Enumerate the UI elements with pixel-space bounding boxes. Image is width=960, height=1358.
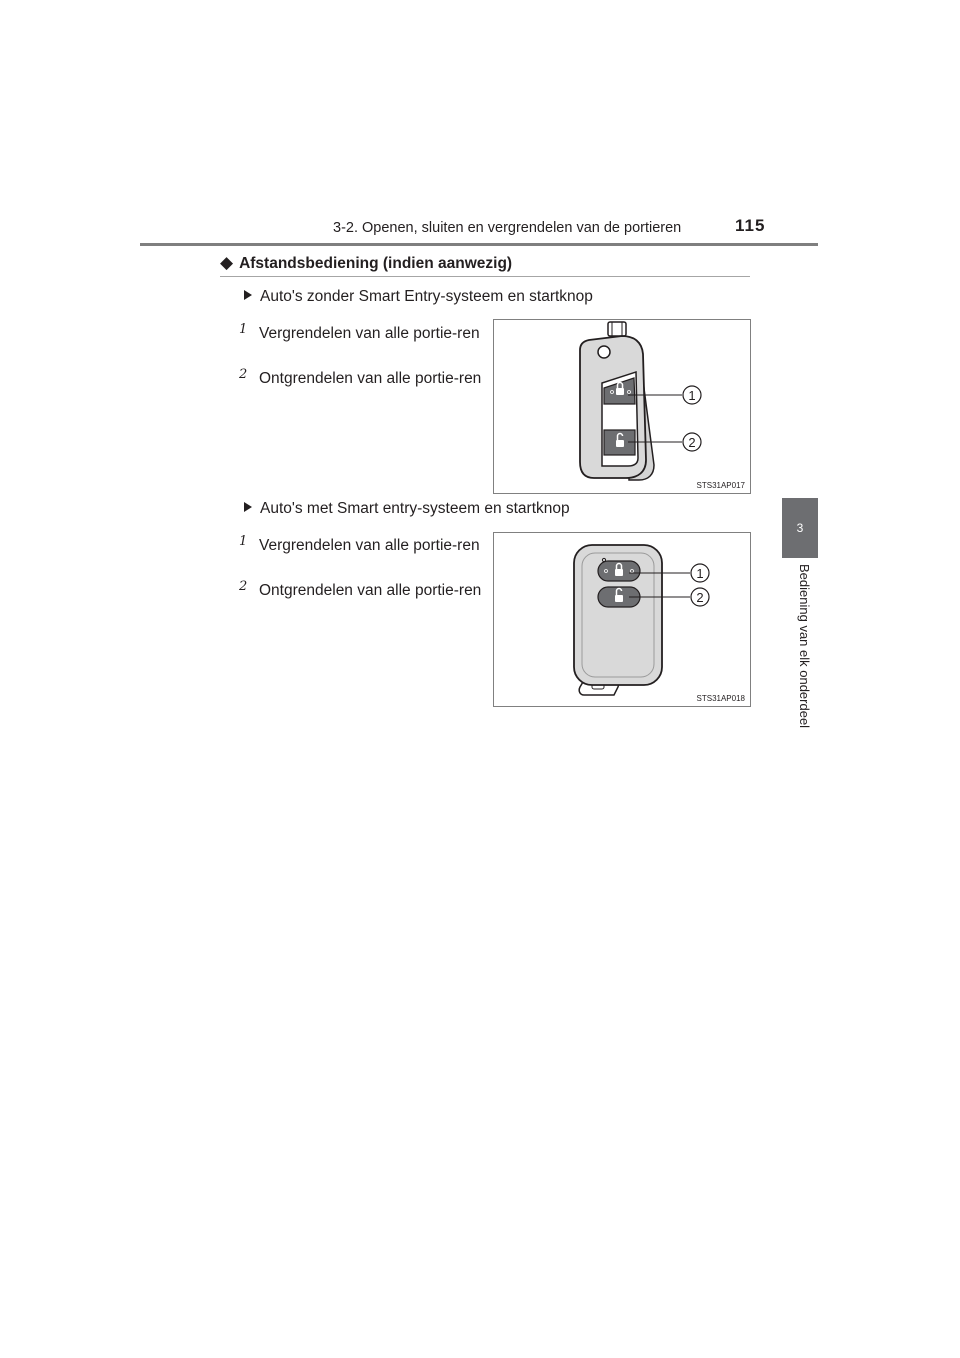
list-item (239, 322, 499, 345)
callout-label: 1 (696, 566, 704, 581)
item-number: 1 (239, 534, 248, 549)
key-fob-figure (493, 319, 751, 494)
diamond-bullet-icon: ◆ (220, 253, 234, 272)
figure-code: STS31AP017 (696, 481, 745, 490)
callout-label: 2 (688, 435, 696, 450)
section-divider (220, 276, 750, 277)
subheading-without-smart-entry (244, 288, 593, 306)
list-item (239, 579, 499, 602)
section-heading (220, 253, 760, 273)
item-text: Vergrendelen van alle portie-ren (259, 325, 480, 342)
subheading-text: Auto's met Smart entry-systeem en startknop (260, 500, 570, 517)
item-number: 2 (239, 367, 248, 382)
running-header-title: 3-2. Openen, sluiten en vergrendelen van de portieren (333, 220, 682, 236)
list-item (239, 367, 499, 390)
list-item (239, 534, 499, 557)
smart-key-illustration (494, 533, 750, 706)
header-divider (140, 243, 818, 246)
triangle-bullet-icon (244, 502, 252, 512)
page-number: 115 (735, 216, 766, 235)
item-number: 1 (239, 322, 248, 337)
triangle-bullet-icon (244, 290, 252, 300)
item-number: 2 (239, 579, 248, 594)
chapter-number: 3 (796, 521, 804, 535)
section-heading-text: Afstandsbediening (indien aanwezig) (239, 255, 513, 272)
subheading-text: Auto's zonder Smart Entry-systeem en startknop (260, 288, 593, 305)
callout-label: 2 (696, 590, 704, 605)
item-text: Ontgrendelen van alle portie-ren (259, 370, 482, 387)
item-text: Vergrendelen van alle portie-ren (259, 537, 480, 554)
subheading-with-smart-entry (244, 500, 570, 518)
figure-code: STS31AP018 (696, 694, 745, 703)
chapter-label: Bediening van elk onderdeel (797, 564, 812, 729)
item-text: Ontgrendelen van alle portie-ren (259, 582, 482, 599)
chapter-tab (782, 498, 818, 558)
flip-key-illustration (494, 320, 750, 493)
smart-key-figure (493, 532, 751, 707)
callout-label: 1 (688, 388, 696, 403)
